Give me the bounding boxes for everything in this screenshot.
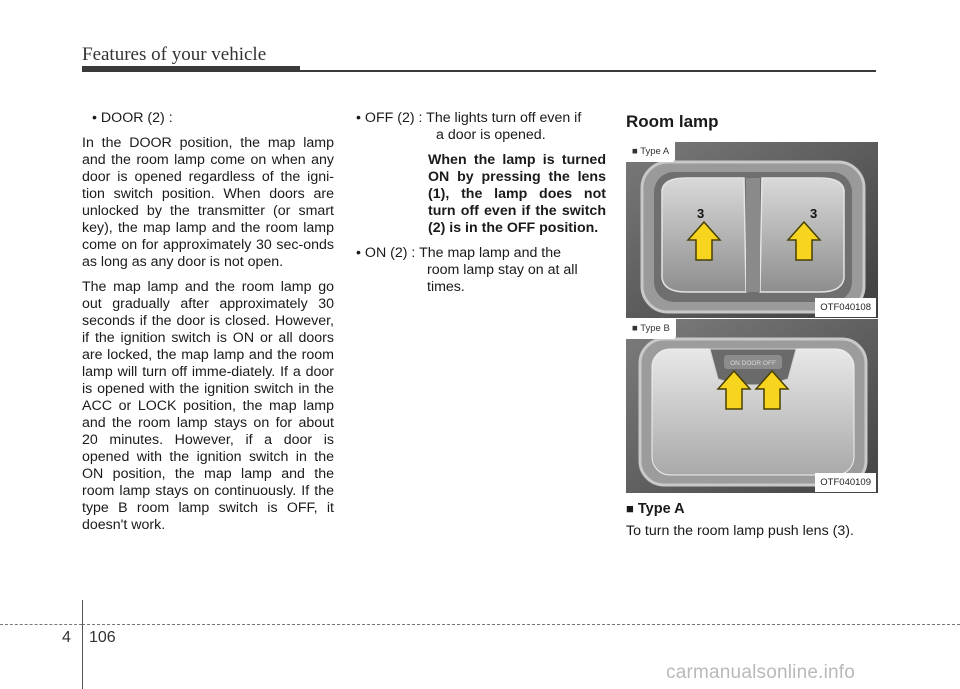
column-door [82,110,334,534]
on-item [356,245,606,296]
off-item [356,110,606,237]
off-warning: When the lamp is turned ON by pressing the lens (1), the lamp does not turn off even if the switch (2) is in the OFF position. [428,152,606,236]
watermark: carmanualsonline.info [666,662,856,683]
figure-b-tag: ■ Type B [626,319,676,339]
header-rule [300,70,876,72]
footer-dash-left [0,624,82,625]
section-title: Room lamp [626,112,719,131]
door-paragraph-1: In the DOOR position, the map lamp and the room lamp come on when any door is opened regardless of the igni-tion switch position. When doors are unlocked by the transmitter (or smart key), the map lamp and the room lamp come on for approximately 30 sec-onds as long as any door is not open. [82,135,334,270]
door-paragraph-2: The map lamp and the room lamp go out gradually after approximately 30 seconds if the door is closed. However, if the ignition switch is ON or all doors are locked, the map lamp and the room lamp will turn off imme-diately. If a door is opened with the ignition switch in the ACC or LOCK position, the map lamp and the room lamp stays on for about 20 minutes. However, if a door is opened with the ignition switch in the ON position, the map lamp and the room lamp stays on continuously. If the type B room lamp switch is OFF, it doesn't work. [82,279,334,533]
figure-a-code: OTF040108 [815,298,876,317]
room-lamp-type-b-illustration [626,319,878,493]
off-line-1: • OFF (2) : The lights turn off even if [356,110,582,126]
footer-dash-right [82,624,960,625]
on-text-3: times. [427,279,465,295]
off-text-2: a door is opened. [436,127,546,143]
page-header-title: Features of your vehicle [82,44,267,65]
door-bullet: • DOOR (2) : [92,110,173,126]
chapter-number: 4 [62,629,71,646]
on-line-1: • ON (2) : The map lamp and the [356,245,562,261]
on-text-2: room lamp stay on at all [427,262,578,278]
door-bullet-text: DOOR (2) : [100,110,173,126]
type-a-text: To turn the room lamp push lens (3). [626,523,854,539]
off-label: OFF (2) : [364,110,423,126]
figure-type-a [626,142,878,318]
off-text-1: The lights turn off even if [426,110,582,126]
switch-label: ON DOOR OFF [730,360,776,367]
callout-right: 3 [810,206,818,221]
type-a-heading [626,500,878,518]
column-room-lamp [626,110,878,540]
page-number: 106 [89,629,116,646]
footer-divider [82,600,83,689]
type-a-heading-text: Type A [637,501,685,517]
callout-left: 3 [697,206,705,221]
square-bullet-icon: ■ [626,501,634,516]
on-label: ON (2) : [364,245,416,261]
figure-a-tag: ■ Type A [626,142,675,162]
figure-type-b [626,319,878,493]
column-off-on [356,110,606,296]
on-text-1: The map lamp and the [419,245,562,261]
figure-b-code: OTF040109 [815,473,876,492]
room-lamp-type-a-illustration [626,142,878,318]
header-bar-thick [82,66,300,72]
